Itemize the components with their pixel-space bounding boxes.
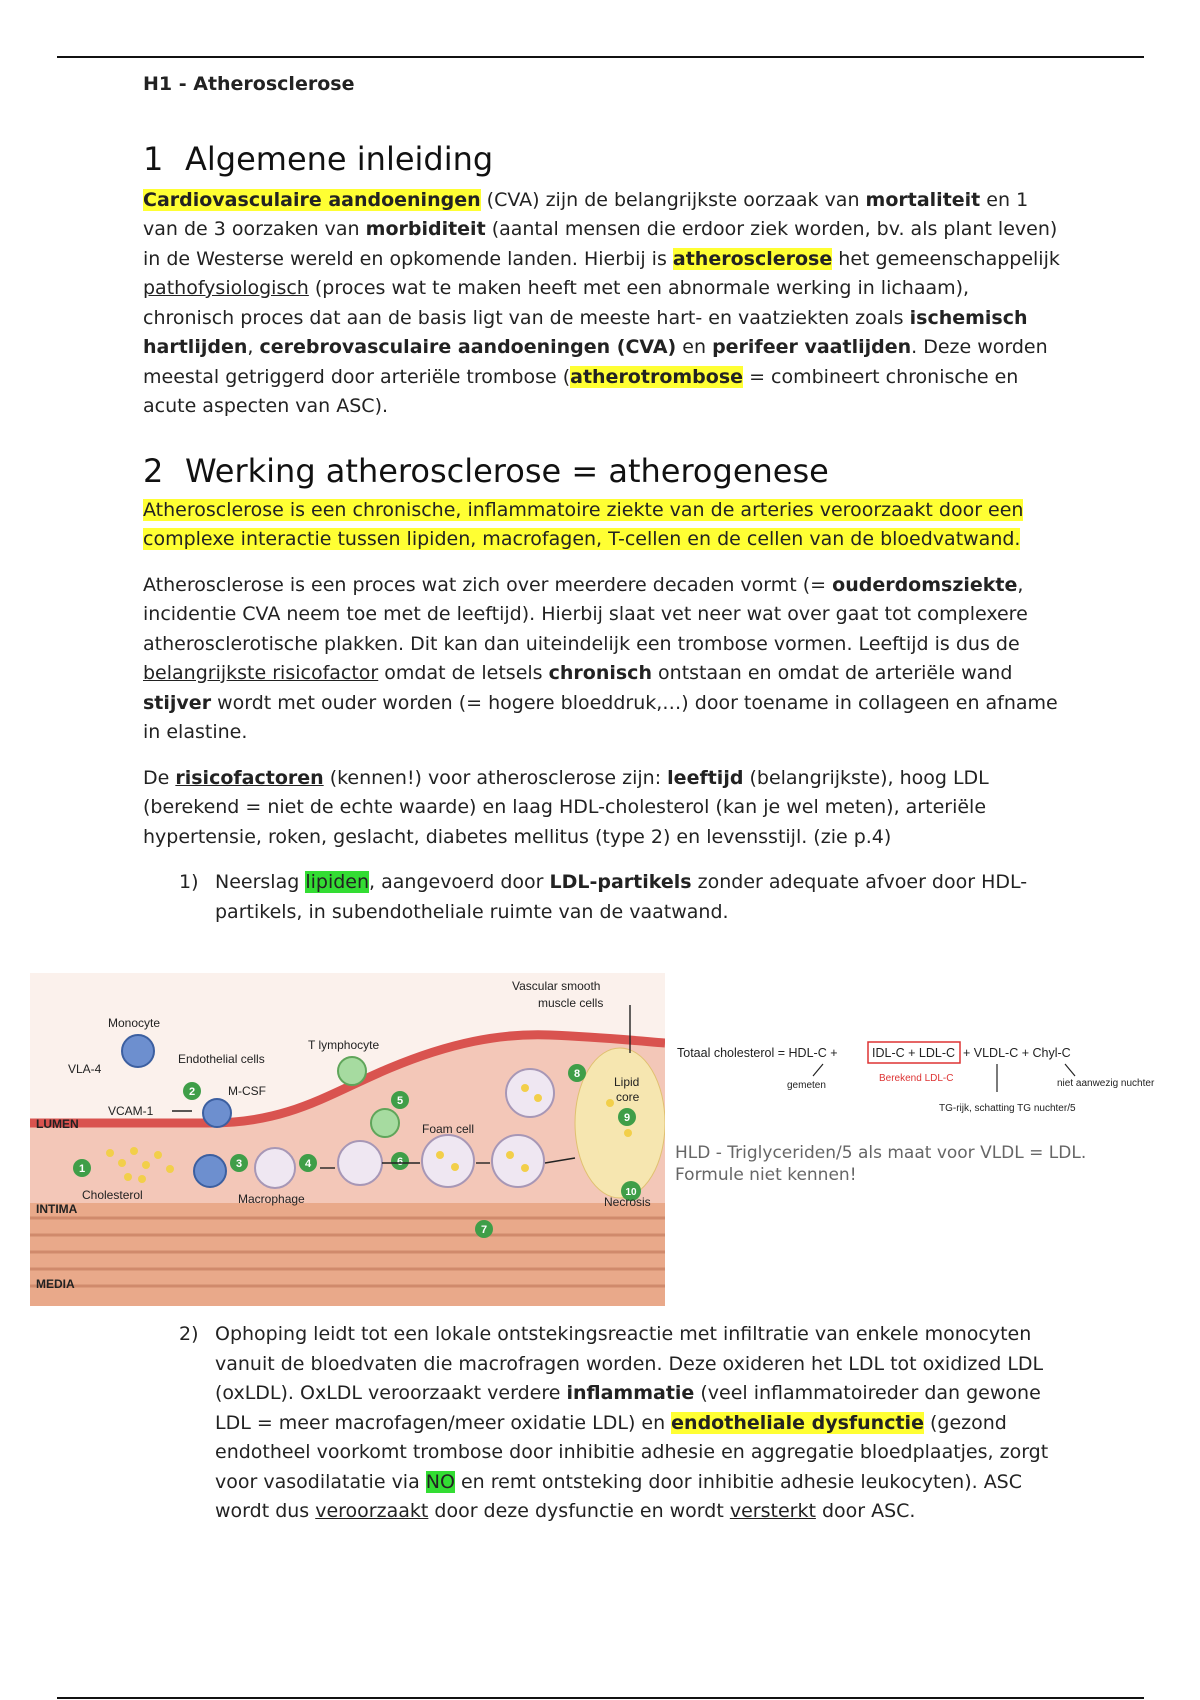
formula-part-3: + VLDL-C + Chyl-C	[963, 1046, 1071, 1060]
monocyte-cell	[122, 1035, 154, 1067]
label-monocyte: Monocyte	[108, 1016, 161, 1030]
step-9: 9	[623, 1112, 631, 1124]
list-item: 2) Ophoping leidt tot een lokale ontstekingsreactie met infiltratie van enkele monocyten vanuit de bloedvaten die macrofragen worden. Deze oxideren het LDL tot oxidized LDL (oxLDL). OxLDL veroorzaakt verdere inflammatie (veel inflammatoireder dan gewone LDL = meer macrofagen/meer oxidatie LDL) en endotheliale dysfunctie (gezond endotheel voorkomt trombose door inhibitie adhesie en aggregatie bloedplaatjes, zorgt voor vasodilatatie via NO en remt ontsteking door inhibitie adhesie leukocyten). ASC wordt dus veroorzaakt door deze dysfunctie en wordt versterkt door ASC.	[179, 1323, 1049, 1522]
step-3: 3	[235, 1158, 243, 1170]
label-core: core	[616, 1090, 640, 1104]
steps-list-2	[143, 1320, 1063, 1527]
label-endothelial-cells: Endothelial cells	[178, 1052, 265, 1066]
formula-gemeten: gemeten	[787, 1080, 826, 1091]
document-page	[143, 70, 1063, 927]
macrophage-cell	[255, 1148, 295, 1188]
steps-list-1	[143, 868, 1063, 927]
label-foam-cell: Foam cell	[422, 1122, 475, 1136]
label-necrosis: Necrosis	[604, 1195, 651, 1209]
step-5: 5	[396, 1095, 404, 1107]
label-lumen: LUMEN	[36, 1117, 79, 1131]
step-6: 6	[396, 1156, 404, 1168]
label-intima: INTIMA	[36, 1202, 78, 1216]
step-2: 2	[188, 1086, 196, 1098]
document-page-continued	[143, 1320, 1063, 1527]
formula-niet-aanwezig: niet aanwezig nuchter	[1057, 1078, 1155, 1089]
atherogenesis-figure	[30, 973, 665, 1306]
section-1-heading	[143, 140, 1063, 178]
step-10: 10	[625, 1187, 637, 1198]
bottom-rule	[57, 1697, 1144, 1699]
formula-berekend: Berekend LDL-C	[879, 1073, 954, 1084]
top-rule	[57, 56, 1144, 58]
label-vla4: VLA-4	[68, 1062, 102, 1076]
section-2-title: Werking atherosclerose = atherogenese	[185, 451, 829, 490]
step-1: 1	[78, 1163, 86, 1175]
definition-paragraph: Atherosclerose is een chronische, inflammatoire ziekte van de arteries veroorzaakt door een complexe interactie tussen lipiden, macrofagen, T-cellen en de cellen van de bloedvatwand.	[143, 498, 1024, 550]
label-mcsf: M-CSF	[228, 1084, 266, 1098]
formula-tg: TG-rijk, schatting TG nuchter/5	[939, 1103, 1076, 1114]
section-1-number: 1	[143, 139, 164, 178]
formula-note: HLD - Triglyceriden/5 als maat voor VLDL = LDL. Formule niet kennen!	[675, 1143, 1087, 1185]
section-2-number: 2	[143, 451, 164, 490]
step-7: 7	[480, 1224, 488, 1236]
formula-part-1: Totaal cholesterol = HDL-C +	[677, 1046, 838, 1060]
intro-paragraph: Cardiovasculaire aandoeningen (CVA) zijn de belangrijkste oorzaak van mortaliteit en 1 van de 3 oorzaken van morbiditeit (aantal mensen die erdoor ziek worden, bv. als plant leven) in de Westerse wereld en opkomende landen. Hierbij is atherosclerose het gemeenschappelijk pathofysiologisch (proces wat te maken heeft met een abnormale werking in lichaam), chronisch proces dat aan de basis ligt van de meeste hart- en vaatziekten zoals ischemisch hartlijden, cerebrovasculaire aandoeningen (CVA) en perifeer vaatlijden. Deze worden meestal getriggerd door arteriële trombose (atherotrombose = combineert chronische en acute aspecten van ASC).	[143, 188, 1060, 417]
foam-cell	[422, 1135, 474, 1187]
label-vascular-smooth: Vascular smooth	[512, 979, 601, 993]
process-paragraph: Atherosclerose is een proces wat zich over meerdere decaden vormt (= ouderdomsziekte, incidentie CVA neem toe met de leeftijd). Hierbij slaat vet neer wat over gaat tot complexere atherosclerotische plakken. Dit kan dan uiteindelijk een trombose vormen. Leeftijd is dus de belangrijkste risicofactor omdat de letsels chronisch ontstaan en omdat de arteriële wand stijver wordt met ouder worden (= hogere bloeddruk,…) door toename in collageen en afname in elastine.	[143, 573, 1058, 743]
risk-factors-paragraph: De risicofactoren (kennen!) voor atherosclerose zijn: leeftijd (belangrijkste), hoog LDL (berekend = niet de echte waarde) en laag HDL-cholesterol (kan je wel meten), arteriële hypertensie, roken, geslacht, diabetes mellitus (type 2) en levensstijl. (zie p.4)	[143, 766, 989, 848]
cholesterol-formula	[677, 1038, 1177, 1118]
step-8: 8	[573, 1068, 581, 1080]
formula-part-2: IDL-C + LDL-C	[872, 1046, 956, 1060]
label-macrophage: Macrophage	[238, 1192, 305, 1206]
label-muscle-cells: muscle cells	[538, 996, 604, 1010]
document-header: H1 - Atherosclerose	[143, 73, 355, 95]
label-vcam1: VCAM-1	[108, 1104, 154, 1118]
t-lymphocyte-cell	[338, 1057, 366, 1085]
list-item: 1) Neerslag lipiden, aangevoerd door LDL-partikels zonder adequate afvoer door HDL-partikels, in subendotheliale ruimte van de vaatwand.	[179, 871, 1028, 923]
section-1-title: Algemene inleiding	[185, 139, 494, 178]
label-media: MEDIA	[36, 1277, 75, 1291]
step-4: 4	[304, 1158, 312, 1170]
label-t-lymphocyte: T lymphocyte	[308, 1038, 380, 1052]
label-lipid: Lipid	[614, 1075, 640, 1089]
section-2-heading	[143, 452, 1063, 490]
label-cholesterol: Cholesterol	[82, 1188, 143, 1202]
